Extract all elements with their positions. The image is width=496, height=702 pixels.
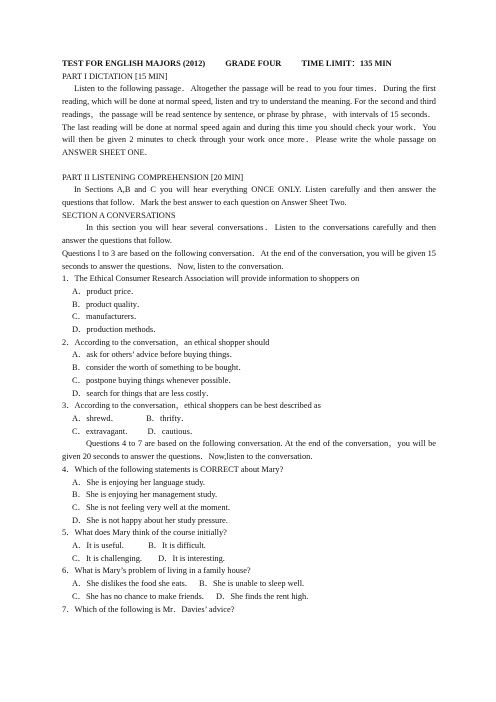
part1-instructions: Listen to the following passage．Altogether the passage will be read to you four times．During the first reading, which will be done at normal speed, listen and try to understand the meaning. For the second and third readings，the passage will be read sentence by sentence, or phrase by phrase，with intervals of 15 seconds．The last reading will be done at normal speed again and during this time you should check your work．You will then be given 2 minutes to check through your work once more．Please write the whole passage on ANSWER SHEET ONE．	[62, 84, 436, 157]
question-5: 5．What does Mary think of the course initially?	[62, 528, 227, 538]
q4-option-d: D．She is not happy about her study pressure.	[72, 515, 228, 525]
section-a-heading: SECTION A CONVERSATIONS	[62, 210, 176, 220]
exam-page	[62, 58, 436, 616]
q2-option-a: A．ask for others’ advice before buying things．	[72, 350, 238, 360]
q5-option-a: A．It is useful.	[72, 541, 124, 551]
question-7: 7．Which of the following is Mr．Davies’ advice?	[62, 604, 235, 614]
q1-option-b: B．product quality．	[72, 299, 146, 309]
grade-label: GRADE FOUR	[225, 59, 282, 68]
q3-option-b: B．thrifty．	[146, 413, 190, 423]
q5-option-d: D．It is interesting.	[158, 553, 225, 563]
q5-option-b: B．It is difficult.	[148, 541, 206, 551]
q6-options-row-2	[62, 591, 436, 604]
q2-option-d: D．search for things that are less costly．	[72, 388, 215, 398]
test-title: TEST FOR ENGLISH MAJORS (2012)	[62, 59, 206, 68]
q1-option-a: A．product price．	[72, 286, 140, 296]
questions-1-3-intro: Questions l to 3 are based on the following conversation．At the end of the conversation, you will be given 15 seconds to answer the questions．Now, listen to the conversation.	[62, 248, 436, 271]
q3-option-d: D．cautious．	[147, 426, 199, 436]
q3-option-a: A．shrewd．	[72, 413, 119, 423]
question-3: 3．According to the conversation，ethical shoppers can be best described as	[62, 401, 321, 411]
q6-option-c: C．She has no chance to make friends.	[72, 591, 204, 601]
q6-option-a: A．She dislikes the food she eats.	[72, 579, 187, 589]
q5-option-c: C．It is challenging.	[72, 553, 143, 563]
q4-option-b: B．She is enjoying her management study.	[72, 490, 218, 500]
time-limit: TIME LIMIT：135 MIN	[301, 59, 392, 68]
q3-option-c: C．extravagant．	[72, 426, 134, 436]
q4-option-c: C．She is not feeling very well at the moment.	[72, 502, 230, 512]
q4-option-a: A．She is enjoying her language study.	[72, 477, 205, 487]
part2-heading: PART II LISTENING COMPREHENSION [20 MIN]	[62, 172, 244, 182]
question-2: 2．According to the conversation，an ethical shopper should	[62, 337, 270, 347]
q6-option-b: B．She is unable to sleep well.	[199, 579, 305, 589]
q6-options-row-1	[62, 578, 436, 591]
question-4: 4．Which of the following statements is CORRECT about Mary?	[62, 464, 284, 474]
q3-options-row-2	[62, 426, 436, 439]
exam-header	[62, 58, 436, 71]
section-a-instructions: In this section you will hear several conversations．Listen to the conversations carefully and then answer the questions that follow.	[62, 223, 436, 246]
q5-options-row-2	[62, 553, 436, 566]
q2-option-b: B．consider the worth of something to be bought．	[72, 363, 247, 373]
questions-4-7-intro: Questions 4 to 7 are based on the following conversation. At the end of the conversation，you will be given 20 seconds to answer the questions．Now,listen to the conversation.	[62, 439, 436, 462]
q1-option-c: C．manufacturers．	[72, 312, 143, 322]
part2-intro: In Sections A,B and C you will hear everything ONCE ONLY. Listen carefully and then answer the questions that follow．Mark the best answer to each question on Answer Sheet Two.	[62, 185, 436, 208]
question-1: 1．The Ethical Consumer Research Association will provide information to shoppers on	[62, 274, 360, 284]
q1-option-d: D．production methods．	[72, 325, 162, 335]
q6-option-d: D．She finds the rent high.	[215, 591, 309, 601]
q2-option-c: C．postpone buying things whenever possible．	[72, 375, 237, 385]
q3-options-row-1	[62, 413, 436, 426]
part1-heading: PART I DICTATION [15 MIN]	[62, 71, 168, 81]
q5-options-row-1	[62, 540, 436, 553]
question-6: 6．What is Mary’s problem of living in a family house?	[62, 566, 251, 576]
